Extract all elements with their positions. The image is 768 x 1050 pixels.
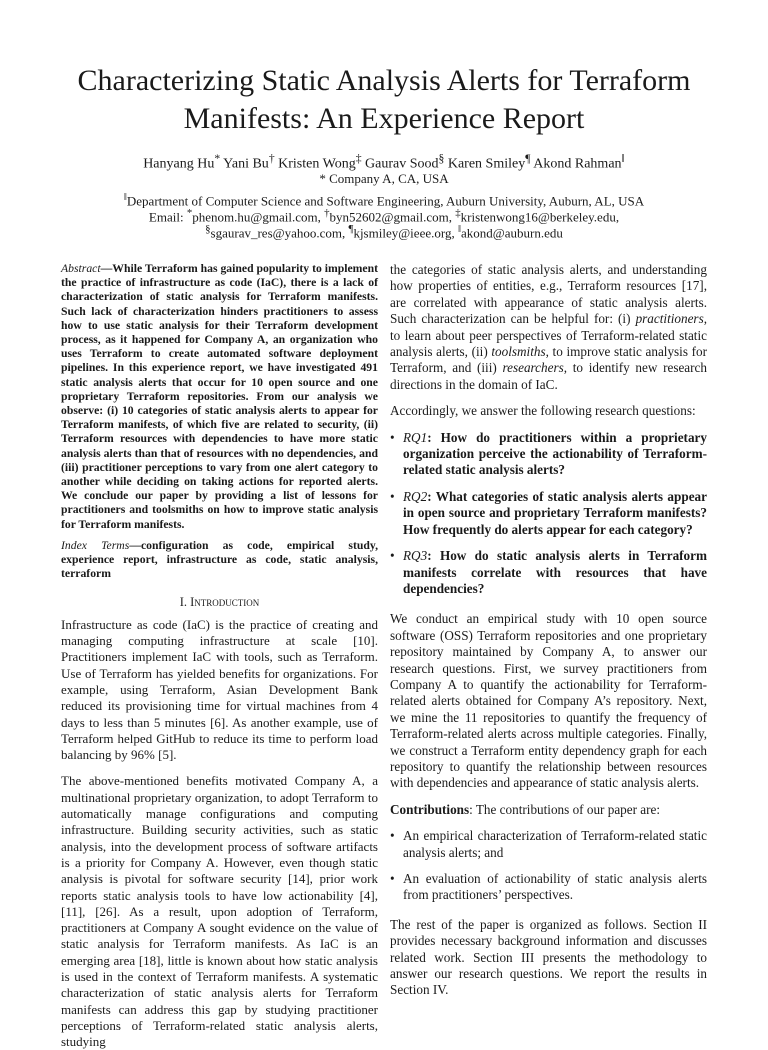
rq-text: : What categories of static analysis alerts appear in open source and proprietary Terraform manifests? How frequently do alerts appear for each category? [403, 488, 707, 537]
email-address: akond@auburn.edu [461, 225, 563, 241]
contribution-item-1: • An empirical characterization of Terraform-related static analysis alerts; and [390, 828, 707, 861]
email-mark: * [186, 207, 193, 219]
author-mark: ¶ [525, 152, 531, 165]
section-heading-introduction [61, 594, 378, 610]
index-terms [61, 539, 378, 582]
email-mark: ‡ [455, 207, 461, 219]
email-address: kristenwong16@berkeley.edu, [460, 209, 620, 225]
email-label: Email: [148, 209, 187, 225]
emphasis: toolsmiths [491, 344, 546, 360]
research-question-2 [390, 489, 707, 538]
index-terms-text: —configuration as code, empirical study, experience report, infrastructure as code, static analysis, terraform [61, 538, 378, 581]
email-address: byn52602@gmail.com, [329, 209, 456, 225]
section-number: I. [179, 595, 191, 610]
abstract-label: Abstract [61, 262, 101, 275]
contributions-intro [390, 802, 707, 818]
text-run: , to learn about peer perspectives of Terraform-related static analysis alerts, (ii) [390, 311, 707, 360]
title-line-1: Characterizing Static Analysis Alerts for Terraform [77, 64, 691, 97]
text-run: , to improve static analysis for Terraform, and (iii) [390, 344, 707, 376]
author-mark: § [438, 152, 445, 165]
research-question-3 [390, 548, 707, 597]
email-mark: § [205, 223, 211, 235]
email-mark: ¶ [348, 223, 354, 235]
title-line-2: Manifests: An Experience Report [183, 102, 585, 135]
author-name: Gaurav Sood [365, 156, 439, 172]
affiliation-mark: ‖ [123, 191, 127, 203]
rq-text: : How do practitioners within a proprietary organization perceive the actionability of Terraform-related static analysis alerts? [403, 429, 707, 478]
author-name: Yani Bu [223, 156, 269, 172]
research-question-1 [390, 430, 707, 479]
author-name: Hanyang Hu [143, 156, 215, 172]
email-line-2 [0, 221, 768, 241]
author-mark: † [268, 152, 275, 165]
email-address: sgaurav_res@yahoo.com, [210, 225, 349, 241]
rq-label: RQ2 [403, 488, 428, 504]
intro-paragraph-2: The above-mentioned benefits motivated Company A, a multinational proprietary organization, to adopt Terraform to automatically manage configurations and computing infrastructure. Building security activities, such as static analysis, into the development process of software artifacts is a priority for Company A. However, even though static analysis is pivotal for software security [14], prior work reports static analysis tools to have low actionability [4], [11], [26]. As a result, upon adoption of Terraform, practitioners at Company A sought evidence on the value of static analysis for Terraform manifests. As IaC is an emerging area [18], little is known about how static analysis is used in the context of Terraform manifests. A systematic characterization of static analysis alerts for Terraform manifests can address this gap by studying practitioner perceptions of Terraform-related static analysis alerts, studying [61, 773, 378, 1050]
abstract-text: —While Terraform has gained popularity to implement the practice of infrastructure as code (IaC), there is a lack of characterization of static analysis for Terraform manifests. Such lack of characterization hinders practitioners to assess how to use static analysis for their Terraform development process, as it happened for Company A, an organization who uses Terraform to create automated software deployment pipelines. In this experience report, we have investigated 491 static analysis alerts that occur for 10 open source and one proprietary Terraform repositories. From our analysis we observe: (i) 10 categories of static analysis alerts to appear for Terraform manifests, of which five are related to security, (ii) Terraform resources with dependencies to have more static analysis alerts than that of resources with no dependencies, and (iii) practitioner perceptions to vary from one alert category to another while deciding on taking actions for reported alerts. We conclude our paper by providing a list of lessons for practitioners and toolsmiths on how to improve static analysis for Terraform manifests. [61, 262, 378, 531]
contribution-item-2: • An evaluation of actionability of static analysis alerts from practitioners’ perspectives. [390, 871, 707, 904]
contributions-text: : The contributions of our paper are: [469, 801, 661, 817]
email-mark: † [324, 207, 330, 219]
emphasis: researchers [502, 360, 564, 376]
affiliation-text: Department of Computer Science and Software Engineering, Auburn University, Auburn, AL, USA [126, 193, 645, 209]
right-paragraph-3: We conduct an empirical study with 10 open source software (OSS) Terraform repositories and one proprietary repository maintained by Company A, to answer our research questions. First, we survey practitioners from Company A to quantify the actionability for Terraform-related alerts obtained for Company A’s repository. Next, we mine the 11 repositories to quantify the frequency of Terraform-related alerts across multiple categories. Finally, we construct a Terraform entity dependency graph for each repository to quantify the relationship between resources with dependencies and appearance of static analysis alerts. [390, 611, 707, 791]
author-name: Akond Rahman [533, 156, 622, 172]
index-terms-label: Index Terms [61, 538, 130, 552]
right-paragraph-1 [390, 262, 707, 393]
intro-paragraph-1: Infrastructure as code (IaC) is the practice of creating and managing computing infrastructure at scale [10]. Practitioners implement IaC with tools, such as Terraform. Use of Terraform has yielded benefits for organizations. For example, using Terraform, Asian Development Bank reduced its provisioning time for virtual machines from 4 days to less than 5 minutes [6]. As another example, use of Terraform helped GitHub to reduce its time to perform load balancing by 96% [5]. [61, 616, 378, 763]
email-mark: ‖ [457, 223, 461, 235]
abstract [61, 262, 378, 532]
author-mark: ‖ [621, 152, 625, 165]
left-column [61, 262, 378, 1050]
rq-text: : How do static analysis alerts in Terraform manifests correlate with resources that have dependencies? [403, 548, 707, 596]
text-run: the categories of static analysis alerts, and understanding how properties of entities, e.g., Terraform resources [17], are correlated with appearance of static analysis alerts. Such characterization can be helpful for: (i) [390, 262, 707, 327]
rq-label: RQ3 [403, 548, 428, 564]
rq-label: RQ1 [403, 429, 428, 445]
author-name: Kristen Wong [278, 156, 356, 172]
contributions-label: Contributions [390, 801, 470, 817]
email-address: phenom.hu@gmail.com, [192, 209, 325, 225]
right-paragraph-2: Accordingly, we answer the following research questions: [390, 403, 696, 419]
author-name: Karen Smiley [447, 156, 526, 172]
right-paragraph-4: The rest of the paper is organized as follows. Section II provides necessary background information and discusses related work. Section III presents the methodology to answer our research questions. We report the results in Section IV. [390, 916, 707, 998]
emphasis: practitioners [635, 311, 704, 327]
email-address: kjsmiley@ieee.org, [353, 225, 458, 241]
right-column [390, 262, 707, 999]
author-mark: * [214, 152, 221, 165]
section-title: Introduction [190, 595, 260, 610]
text-run: , to identify new research directions in the domain of IaC. [390, 360, 708, 392]
paper-title [40, 62, 728, 138]
company-affiliation: * Company A, CA, USA [319, 171, 449, 186]
author-mark: ‡ [355, 152, 362, 165]
